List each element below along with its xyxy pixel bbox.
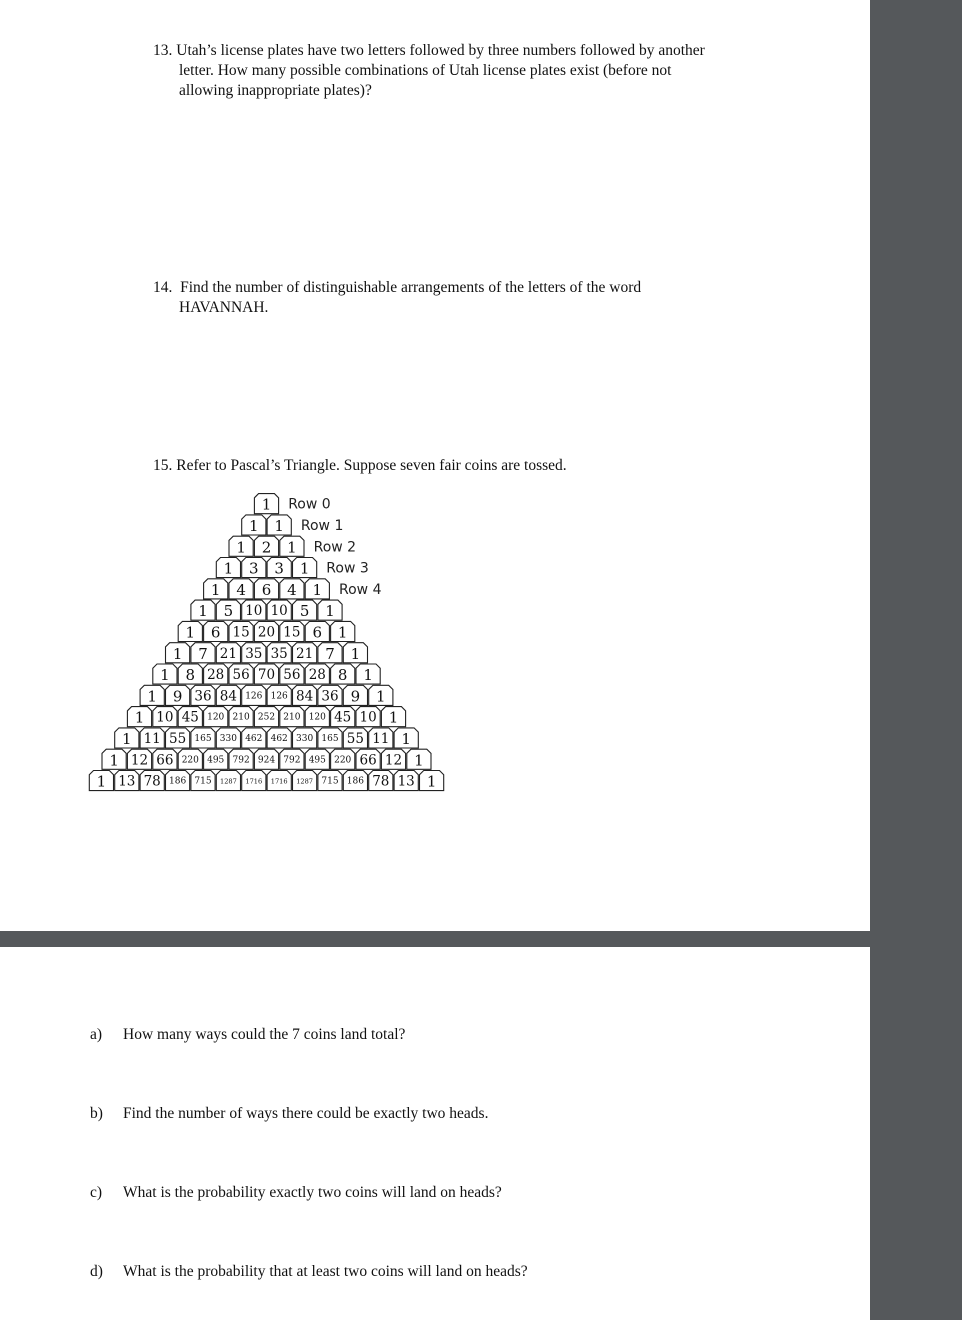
pascal-cell bbox=[204, 664, 228, 684]
pascal-cell-value: 84 bbox=[296, 688, 314, 705]
pascal-cell-value: 56 bbox=[283, 667, 301, 684]
pascal-cell-value: 6 bbox=[210, 623, 221, 642]
question-14-line-1: Find the number of distinguishable arrangements of the letters of the word bbox=[180, 279, 642, 296]
pascal-cell-value: 1 bbox=[172, 644, 183, 663]
pascal-cell bbox=[343, 728, 367, 748]
pascal-cell bbox=[267, 728, 291, 748]
pascal-cell-value: 21 bbox=[296, 645, 314, 662]
pascal-cell-value: 9 bbox=[172, 687, 183, 706]
pascal-cell-value: 8 bbox=[337, 666, 348, 685]
pascal-cell-value: 1287 bbox=[296, 777, 313, 786]
pascal-cell-value: 1 bbox=[160, 666, 170, 685]
pascal-cell bbox=[356, 707, 380, 727]
pascal-cell-value: 12 bbox=[130, 752, 149, 769]
pascal-cell-value: 1 bbox=[325, 602, 335, 621]
pascal-cell bbox=[369, 728, 393, 748]
pascal-cell bbox=[318, 600, 342, 620]
pascal-cell bbox=[242, 558, 266, 578]
pascal-cell bbox=[229, 536, 253, 556]
part-b-letter: b) bbox=[90, 1105, 103, 1122]
part-c-letter: c) bbox=[90, 1184, 103, 1201]
pascal-row-label: Row 3 bbox=[326, 560, 369, 577]
question-13-number: 13. bbox=[153, 42, 173, 59]
pascal-cell bbox=[343, 643, 367, 663]
part-b-question: Find the number of ways there could be exactly two heads. bbox=[123, 1105, 489, 1122]
pascal-cell bbox=[254, 664, 278, 684]
part-a-letter: a) bbox=[90, 1026, 103, 1043]
pascal-row-label: Row 4 bbox=[339, 581, 382, 598]
pascal-cell bbox=[305, 749, 329, 769]
pascal-cell-value: 1 bbox=[426, 772, 437, 791]
pascal-cell-value: 10 bbox=[359, 709, 377, 726]
pascal-cell bbox=[293, 600, 317, 620]
pascal-cell-value: 186 bbox=[169, 776, 187, 787]
worksheet-page-2 bbox=[0, 947, 870, 1320]
pascal-cell bbox=[381, 749, 405, 769]
pascal-cell-value: 220 bbox=[181, 755, 199, 766]
pascal-row-label: Row 1 bbox=[300, 517, 344, 534]
pascal-cell bbox=[127, 707, 151, 727]
question-13-line-3: allowing inappropriate plates)? bbox=[179, 82, 372, 99]
pascal-cell-value: 9 bbox=[350, 687, 361, 706]
pascal-cell bbox=[394, 771, 418, 791]
pascal-cell bbox=[216, 771, 240, 791]
pascal-cell-value: 1 bbox=[376, 687, 386, 706]
pascal-cell bbox=[166, 728, 190, 748]
pascal-cell bbox=[293, 685, 317, 705]
pascal-cell bbox=[254, 749, 278, 769]
pascal-cell bbox=[166, 643, 190, 663]
pascal-cell bbox=[267, 515, 291, 535]
pascal-cell bbox=[280, 536, 304, 556]
pascal-cell bbox=[191, 643, 215, 663]
pascal-cell-value: 210 bbox=[232, 712, 250, 723]
pascal-cell-value: 70 bbox=[257, 667, 276, 684]
pascal-cell bbox=[178, 664, 202, 684]
pascal-cell-value: 1287 bbox=[220, 777, 237, 786]
pascal-cell bbox=[216, 558, 240, 578]
pascal-cell-value: 78 bbox=[143, 773, 161, 790]
pascal-cell-value: 6 bbox=[261, 580, 272, 599]
pascal-cell bbox=[229, 579, 253, 599]
pascal-cell-value: 1 bbox=[109, 751, 119, 770]
pascal-cell-value: 5 bbox=[223, 602, 234, 621]
pascal-cell-value: 1 bbox=[122, 729, 132, 748]
pascal-cell bbox=[305, 664, 329, 684]
pascal-cell bbox=[254, 621, 278, 641]
pascal-cell-value: 55 bbox=[169, 730, 187, 747]
pascal-cell bbox=[369, 685, 393, 705]
pascal-cell-value: 20 bbox=[257, 624, 276, 641]
pascal-cell-value: 3 bbox=[249, 559, 259, 578]
pascal-cell-value: 66 bbox=[156, 752, 174, 769]
pascal-cell bbox=[280, 621, 304, 641]
pascal-cell bbox=[242, 515, 266, 535]
pascal-cell bbox=[267, 685, 291, 705]
pascal-triangle-figure bbox=[88, 492, 458, 802]
pascal-cell-value: 165 bbox=[194, 733, 212, 744]
pascal-cell-value: 1 bbox=[401, 729, 411, 748]
pascal-cell bbox=[229, 749, 253, 769]
pascal-cell-value: 1 bbox=[388, 708, 399, 727]
pascal-cell bbox=[166, 771, 190, 791]
pascal-cell bbox=[356, 749, 380, 769]
pascal-cell-value: 11 bbox=[143, 730, 161, 747]
pascal-cell bbox=[242, 771, 266, 791]
pascal-cell bbox=[293, 643, 317, 663]
pascal-row-label: Row 2 bbox=[313, 539, 357, 556]
pascal-cell-value: 252 bbox=[257, 712, 276, 723]
pascal-cell-value: 495 bbox=[207, 755, 225, 766]
pascal-cell bbox=[318, 685, 342, 705]
pascal-cell-value: 792 bbox=[232, 755, 250, 766]
pascal-cell-value: 35 bbox=[245, 645, 263, 662]
pascal-cell-value: 1 bbox=[185, 623, 196, 642]
pascal-cell-value: 28 bbox=[207, 667, 225, 684]
question-14-number: 14. bbox=[153, 279, 173, 296]
pascal-cell bbox=[254, 494, 278, 514]
pascal-cell-value: 1 bbox=[223, 559, 234, 578]
pascal-cell-value: 36 bbox=[194, 688, 212, 705]
pascal-cell-value: 126 bbox=[245, 691, 263, 702]
pascal-cell bbox=[369, 771, 393, 791]
pascal-cell bbox=[204, 579, 228, 599]
pascal-cell-value: 1 bbox=[312, 580, 323, 599]
pascal-cell bbox=[254, 536, 278, 556]
pascal-cell-value: 210 bbox=[283, 712, 301, 723]
pascal-cell bbox=[191, 600, 215, 620]
pascal-cell-value: 1 bbox=[274, 516, 284, 535]
pascal-cell bbox=[331, 707, 355, 727]
pascal-cell-value: 715 bbox=[194, 776, 212, 787]
pascal-cell-value: 1 bbox=[134, 708, 145, 727]
pascal-cell bbox=[216, 728, 240, 748]
pascal-cell bbox=[242, 685, 266, 705]
pascal-cell bbox=[216, 643, 240, 663]
pascal-cell bbox=[153, 749, 177, 769]
pascal-cell-value: 10 bbox=[270, 603, 288, 620]
pascal-cell bbox=[127, 749, 151, 769]
pascal-cell-value: 330 bbox=[296, 733, 314, 744]
pascal-cell-value: 1 bbox=[414, 751, 424, 770]
pascal-cell-value: 13 bbox=[397, 773, 415, 790]
pascal-cell bbox=[381, 707, 405, 727]
pascal-cell-value: 1 bbox=[147, 687, 157, 706]
pascal-cell bbox=[89, 771, 113, 791]
question-14 bbox=[153, 278, 793, 318]
pascal-cell bbox=[153, 664, 177, 684]
part-d-letter: d) bbox=[90, 1263, 103, 1280]
pascal-cell-value: 3 bbox=[274, 559, 284, 578]
pascal-cell-value: 120 bbox=[207, 712, 225, 723]
pascal-cell bbox=[204, 749, 228, 769]
pascal-cell bbox=[280, 579, 304, 599]
pascal-cell-value: 21 bbox=[219, 645, 237, 662]
pascal-cell bbox=[191, 685, 215, 705]
pascal-cell-value: 7 bbox=[198, 644, 208, 663]
pascal-cell bbox=[254, 707, 278, 727]
question-15-number: 15. bbox=[153, 457, 173, 474]
pascal-cell bbox=[216, 685, 240, 705]
pascal-cell bbox=[178, 749, 202, 769]
question-13-line-2: letter. How many possible combinations of Utah license plates exist (before not bbox=[179, 62, 672, 79]
pascal-cell bbox=[191, 728, 215, 748]
pascal-cell-value: 1 bbox=[287, 538, 297, 557]
question-14-line-2: HAVANNAH. bbox=[179, 299, 269, 316]
pascal-cell bbox=[140, 771, 164, 791]
pascal-cell bbox=[343, 685, 367, 705]
pascal-cell bbox=[242, 600, 266, 620]
pascal-cell-value: 4 bbox=[287, 580, 297, 599]
pascal-cell-value: 126 bbox=[270, 691, 288, 702]
pascal-cell-value: 1 bbox=[299, 559, 310, 578]
pascal-cell bbox=[115, 771, 139, 791]
pascal-cell-value: 13 bbox=[118, 773, 136, 790]
pascal-cell-value: 165 bbox=[321, 733, 339, 744]
pascal-cell bbox=[293, 771, 317, 791]
pascal-cell bbox=[204, 707, 228, 727]
pascal-cell-value: 924 bbox=[257, 755, 276, 766]
pascal-cell-value: 1 bbox=[350, 644, 361, 663]
pascal-cell bbox=[204, 621, 228, 641]
pascal-cell-value: 35 bbox=[270, 645, 288, 662]
pascal-cell-value: 1 bbox=[210, 580, 221, 599]
pascal-cell-value: 462 bbox=[270, 733, 288, 744]
pascal-cell-value: 4 bbox=[236, 580, 246, 599]
pascal-cell bbox=[229, 707, 253, 727]
pascal-cell bbox=[331, 749, 355, 769]
part-d-question: What is the probability that at least two coins will land on heads? bbox=[123, 1263, 528, 1280]
pascal-cell-value: 45 bbox=[181, 709, 199, 726]
pascal-cell-value: 8 bbox=[185, 666, 196, 685]
pascal-cell bbox=[305, 707, 329, 727]
pascal-cell bbox=[242, 728, 266, 748]
pascal-cell bbox=[178, 621, 202, 641]
pascal-cell bbox=[420, 771, 444, 791]
pascal-cell bbox=[229, 664, 253, 684]
pascal-cell-value: 1 bbox=[198, 602, 208, 621]
pascal-cell bbox=[356, 664, 380, 684]
pascal-cell bbox=[191, 771, 215, 791]
pascal-cell-value: 55 bbox=[346, 730, 364, 747]
pascal-cell bbox=[216, 600, 240, 620]
pascal-cell-value: 715 bbox=[321, 776, 339, 787]
pascal-cell-value: 1 bbox=[249, 516, 259, 535]
part-c-question: What is the probability exactly two coins will land on heads? bbox=[123, 1184, 502, 1201]
pascal-cell-value: 1 bbox=[261, 495, 272, 514]
pascal-cell bbox=[318, 728, 342, 748]
pascal-cell-value: 28 bbox=[308, 667, 326, 684]
pascal-cell-value: 1 bbox=[236, 538, 246, 557]
pascal-cell bbox=[140, 685, 164, 705]
pascal-cell bbox=[280, 749, 304, 769]
pascal-cell bbox=[267, 600, 291, 620]
pascal-cell-value: 1 bbox=[337, 623, 348, 642]
pascal-cell bbox=[331, 621, 355, 641]
pascal-cell-value: 1 bbox=[363, 666, 373, 685]
question-15 bbox=[153, 456, 793, 476]
pascal-cell-value: 1716 bbox=[245, 777, 263, 786]
question-13 bbox=[153, 41, 793, 101]
pascal-cell bbox=[305, 621, 329, 641]
pascal-cell bbox=[267, 558, 291, 578]
pascal-cell-value: 56 bbox=[232, 667, 250, 684]
pascal-cell-value: 462 bbox=[245, 733, 263, 744]
pascal-cell bbox=[343, 771, 367, 791]
pascal-cell bbox=[166, 685, 190, 705]
pascal-cell bbox=[178, 707, 202, 727]
pascal-cell-value: 220 bbox=[334, 755, 352, 766]
pascal-cell-value: 120 bbox=[308, 712, 326, 723]
pascal-cell-value: 84 bbox=[219, 688, 237, 705]
pascal-cell-value: 7 bbox=[325, 644, 335, 663]
pascal-cell-value: 15 bbox=[232, 624, 250, 641]
pascal-cell bbox=[102, 749, 126, 769]
pascal-cell bbox=[254, 579, 278, 599]
pascal-cell-value: 186 bbox=[346, 776, 364, 787]
pascal-cell-value: 5 bbox=[299, 602, 310, 621]
part-a-question: How many ways could the 7 coins land total? bbox=[123, 1026, 406, 1043]
pascal-cell bbox=[318, 643, 342, 663]
pascal-cell bbox=[318, 771, 342, 791]
pascal-cell bbox=[280, 707, 304, 727]
pascal-cell bbox=[305, 579, 329, 599]
pascal-cell-value: 11 bbox=[372, 730, 390, 747]
pascal-cell bbox=[394, 728, 418, 748]
pascal-cell bbox=[267, 771, 291, 791]
pascal-cell bbox=[407, 749, 431, 769]
pascal-cell-value: 1716 bbox=[270, 777, 288, 786]
pascal-cell-value: 792 bbox=[283, 755, 301, 766]
pascal-cell bbox=[140, 728, 164, 748]
pascal-cell-value: 330 bbox=[219, 733, 237, 744]
pascal-cell-value: 10 bbox=[156, 709, 174, 726]
pascal-cell bbox=[293, 728, 317, 748]
question-13-line-1: Utah’s license plates have two letters followed by three numbers followed by another bbox=[176, 42, 705, 59]
question-15-text: Refer to Pascal’s Triangle. Suppose seven fair coins are tossed. bbox=[176, 457, 567, 474]
pascal-cell-value: 2 bbox=[261, 538, 272, 557]
pascal-cell-value: 12 bbox=[384, 752, 403, 769]
pascal-cell bbox=[115, 728, 139, 748]
pascal-cell-value: 495 bbox=[308, 755, 326, 766]
pascal-cell-value: 66 bbox=[359, 752, 377, 769]
pascal-cell bbox=[229, 621, 253, 641]
pascal-row-label: Row 0 bbox=[288, 496, 331, 513]
pascal-cell-value: 15 bbox=[283, 624, 301, 641]
pascal-cell-value: 6 bbox=[312, 623, 323, 642]
pascal-cell bbox=[242, 643, 266, 663]
pascal-cell-value: 36 bbox=[321, 688, 339, 705]
pascal-cell bbox=[293, 558, 317, 578]
pascal-cell-value: 45 bbox=[334, 709, 352, 726]
pascal-cell-value: 1 bbox=[96, 772, 107, 791]
pascal-cell-value: 10 bbox=[245, 603, 263, 620]
pascal-cell bbox=[267, 643, 291, 663]
pascal-cell bbox=[153, 707, 177, 727]
pascal-cell bbox=[331, 664, 355, 684]
pascal-cell-value: 78 bbox=[372, 773, 390, 790]
pascal-cell bbox=[280, 664, 304, 684]
